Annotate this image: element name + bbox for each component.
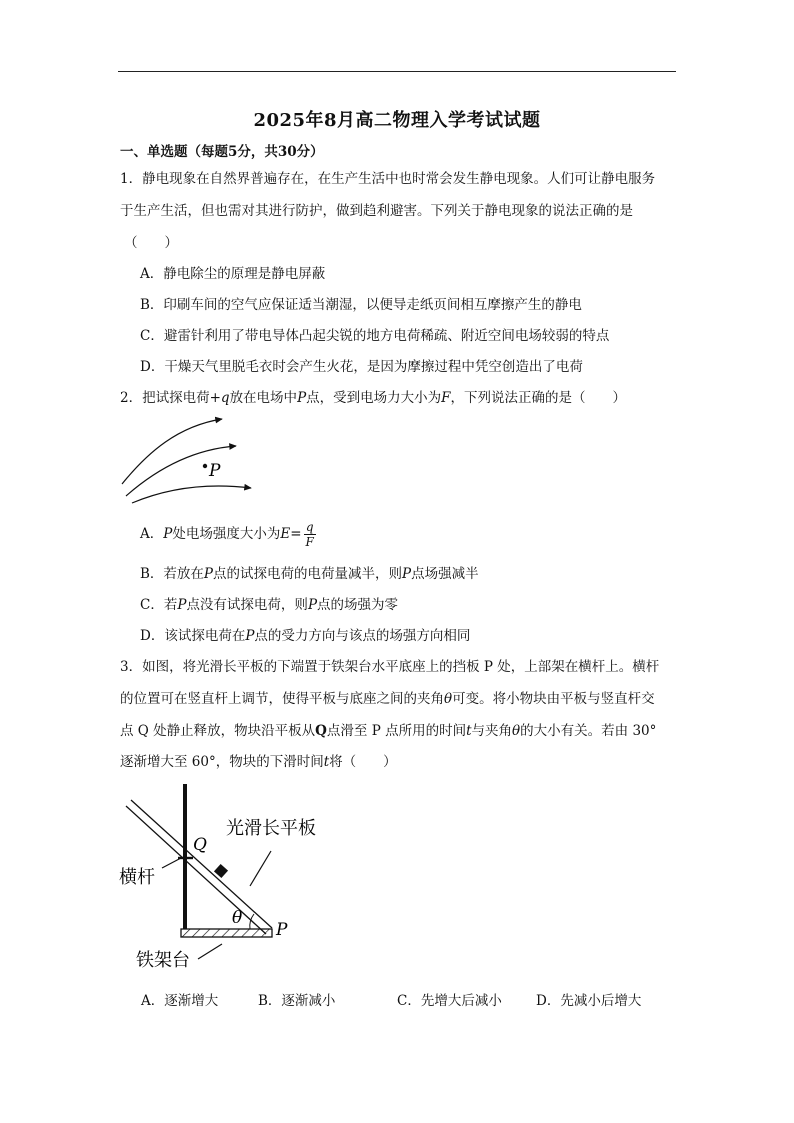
bar-label: 横杆: [119, 867, 155, 888]
q2-option-c: C．若P点没有试探电荷，则P点的场强为零: [140, 597, 399, 613]
small-block: [214, 864, 228, 878]
field-strength-fraction: $\frac{q}{F}$: [305, 520, 314, 549]
q3-option-a: A．逐渐增大: [141, 993, 219, 1009]
q3-stem-line1: 3．如图，将光滑长平板的下端置于铁架台水平底座上的挡板 P 处，上部架在横杆上。横杆: [120, 659, 660, 675]
q1-option-d: D．干燥天气里脱毛衣时会产生火花，是因为摩擦过程中凭空创造出了电荷: [140, 359, 583, 375]
stand-base: [181, 929, 272, 937]
q3-option-d: D．先减小后增大: [536, 993, 642, 1009]
q1-option-b: B．印刷车间的空气应保证适当潮湿，以便导走纸页间相互摩擦产生的静电: [140, 297, 582, 313]
q1-option-c: C．避雷针利用了带电导体凸起尖锐的地方电荷稀疏、附近空间电场较弱的特点: [140, 328, 610, 344]
q2-stem: 2．把试探电荷+q放在电场中P点，受到电场力大小为F，下列说法正确的是（ ）: [120, 390, 627, 406]
theta-label: θ: [232, 908, 243, 928]
stand-leader: [198, 944, 222, 959]
point-p-label: P: [209, 461, 221, 481]
point-p-label-q3: P: [276, 920, 288, 940]
stand-label: 铁架台: [136, 950, 190, 971]
point-q-label: Q: [193, 835, 207, 855]
board-label: 光滑长平板: [226, 818, 316, 839]
q3-option-b: B．逐渐减小: [258, 993, 336, 1009]
q3-stem-line3: 点 Q 处静止释放，物块沿平板从Q点滑至 P 点所用的时间t与夹角θ的大小有关。若由 30°: [120, 723, 657, 739]
q1-answer-paren: （ ）: [124, 235, 178, 251]
q3-stem-line4: 逐渐增大至 60°，物块的下滑时间t将（ ）: [120, 754, 397, 770]
q1-stem-line1: 1．静电现象在自然界普遍存在，在生产生活中也时常会发生静电现象。人们可让静电服务: [120, 171, 656, 187]
q1-option-a: A．静电除尘的原理是静电屏蔽: [140, 266, 326, 282]
page-title: 2025年8月高二物理入学考试试题: [253, 110, 541, 131]
board-leader: [250, 851, 271, 886]
q2-option-b: B．若放在P点的试探电荷的电荷量减半，则P点场强减半: [140, 566, 479, 582]
q2-option-d: D．该试探电荷在P点的受力方向与该点的场强方向相同: [140, 628, 471, 644]
q3-option-c: C．先增大后减小: [397, 993, 502, 1009]
q3-stem-line2: 的位置可在竖直杆上调节，使得平板与底座之间的夹角θ可变。将小物块由平板与竖直杆交: [120, 691, 655, 707]
section-heading: 一、单选题（每题5分，共30分）: [120, 144, 324, 160]
bar-leader: [162, 858, 181, 868]
q1-stem-line2: 于生产生活，但也需对其进行防护，做到趋利避害。下列关于静电现象的说法正确的是: [120, 203, 633, 219]
q2-option-a: A．P处电场强度大小为E= $\frac{q}{F}$: [140, 520, 314, 549]
